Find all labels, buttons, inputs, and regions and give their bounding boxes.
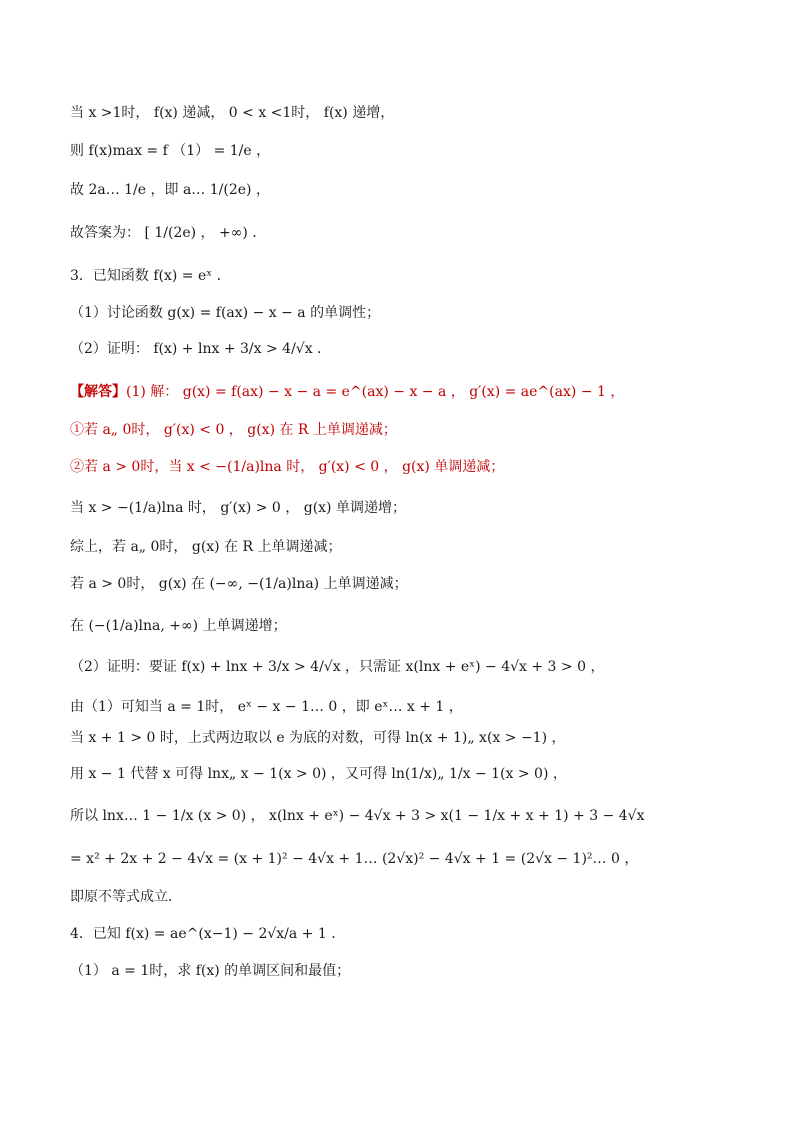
text-line-10: ②若 a > 0时，当 x < −(1/a)lna 时， g′(x) < 0 ， g(x) 单调递减；	[70, 459, 505, 475]
text-line-23: （1） a = 1时，求 f(x) 的单调区间和最值；	[70, 963, 351, 979]
text-line-9: ①若 a„ 0时， g′(x) < 0 ， g(x) 在 R 上单调递减；	[70, 422, 397, 438]
text-line-7: （2）证明： f(x) + lnx + 3/x > 4/√x ．	[70, 341, 332, 357]
text-line-13: 若 a > 0时， g(x) 在 (−∞, −(1/a)lna) 上单调递减；	[70, 576, 408, 592]
text-line-15: （2）证明：要证 f(x) + lnx + 3/x > 4/√x ，只需证 x(lnx + eˣ) − 4√x + 3 > 0 ，	[70, 659, 605, 675]
text-line-4: 故答案为： [ 1/(2e) ， +∞) ．	[70, 225, 267, 241]
text-line-1: 当 x >1时， f(x) 递减， 0 < x <1时， f(x) 递增，	[70, 105, 395, 121]
answer-line	[70, 382, 624, 402]
text-line-5: 3．已知函数 f(x) = eˣ ．	[70, 268, 231, 284]
text-line-11: 当 x > −(1/a)lna 时， g′(x) > 0 ， g(x) 单调递增；	[70, 500, 406, 516]
answer-text: (1) 解： g(x) = f(ax) − x − a = e^(ax) − x − a ， g′(x) = ae^(ax) − 1 ，	[126, 384, 625, 400]
answer-label: 【解答】	[70, 384, 126, 400]
text-line-2: 则 f(x)max = f （1） = 1/e ，	[70, 143, 271, 159]
text-line-22: 4．已知 f(x) = ae^(x−1) − 2√x/a + 1 ．	[70, 926, 346, 942]
text-line-21: 即原不等式成立．	[70, 889, 182, 905]
text-line-20: = x² + 2x + 2 − 4√x = (x + 1)² − 4√x + 1… (2√x)² − 4√x + 1 = (2√x − 1)²… 0 ，	[70, 851, 639, 867]
text-line-14: 在 (−(1/a)lna, +∞) 上单调递增；	[70, 618, 287, 634]
text-line-19: 所以 lnx… 1 − 1/x (x > 0) ， x(lnx + eˣ) − 4√x + 3 > x(1 − 1/x + x + 1) + 3 − 4√x	[70, 808, 645, 824]
text-line-6: （1）讨论函数 g(x) = f(ax) − x − a 的单调性；	[70, 305, 381, 321]
text-line-16: 由（1）可知当 a = 1时， eˣ − x − 1… 0 ，即 eˣ… x + 1 ，	[70, 699, 463, 715]
text-line-18: 用 x − 1 代替 x 可得 lnx„ x − 1(x > 0) ，又可得 ln(1/x)„ 1/x − 1(x > 0) ，	[70, 766, 567, 782]
text-line-3: 故 2a… 1/e ，即 a… 1/(2e) ，	[70, 182, 270, 198]
text-line-17: 当 x + 1 > 0 时，上式两边取以 e 为底的对数，可得 ln(x + 1)„ x(x > −1) ，	[70, 730, 566, 746]
text-line-12: 综上，若 a„ 0时， g(x) 在 R 上单调递减；	[70, 539, 342, 555]
